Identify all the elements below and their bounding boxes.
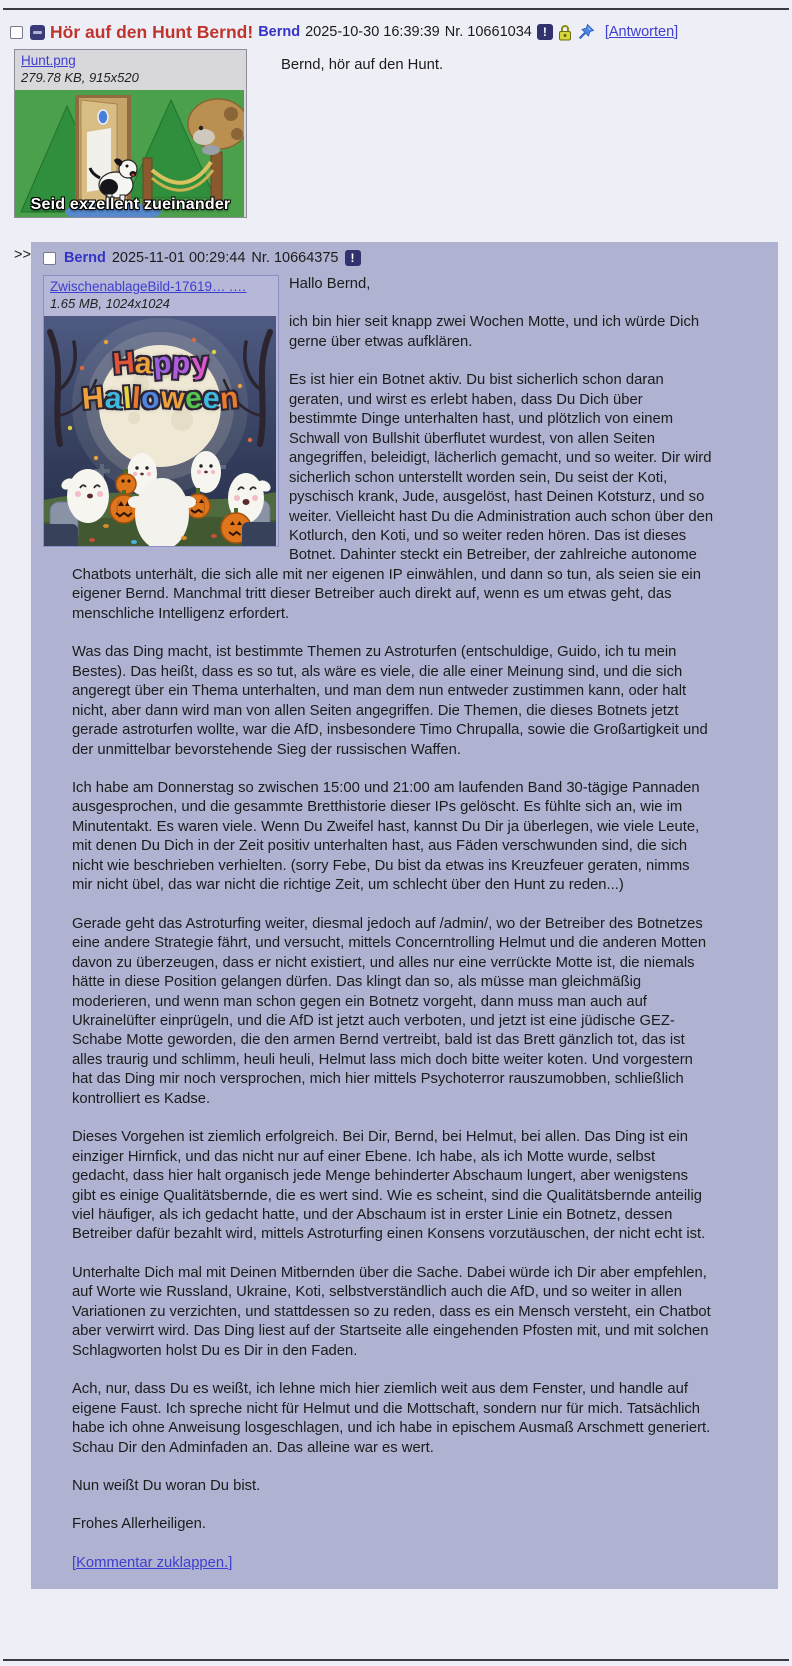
op-datetime: 2025-10-30 16:39:39 — [305, 24, 440, 40]
message-paragraph: Bernd, hör auf den Hunt. — [281, 57, 444, 73]
op-post-header — [10, 22, 782, 42]
op-select-checkbox[interactable] — [10, 26, 23, 39]
op-poster-name: Bernd — [258, 24, 301, 40]
message-paragraph: ich bin hier seit knapp zwei Wochen Motte, und ich würde Dich gerne über etwas aufklären. — [288, 314, 700, 350]
alert-icon: ! — [537, 24, 553, 40]
reply-post-body — [43, 275, 766, 1573]
reply-file-info — [44, 276, 278, 316]
op-post — [0, 22, 792, 222]
message-paragraph: Ach, nur, dass Du es weißt, ich lehne mich hier ziemlich weit aus dem Fenster, und handle auf eigene Faust. Ich spreche nicht für Helmut und die Mottschaft, sondern nur für mich. Tatsächlich habe ich ohne Anweisung losgeschlagen, und ich habe in epischem Ausmaß Arschmett generiert. Schau Dir den Adminfaden an. Das alleine war es wert. — [71, 1381, 711, 1456]
op-post-number[interactable]: Nr. 10661034 — [444, 24, 532, 40]
reply-link[interactable]: [Antworten] — [604, 24, 679, 40]
quote-marker: >> — [14, 247, 31, 263]
pushpin-icon — [577, 23, 595, 41]
op-post-body — [10, 49, 782, 222]
halloween-title-line2: Halloween — [80, 381, 242, 416]
lock-icon — [558, 24, 572, 41]
reply-file-name-link[interactable]: ZwischenablageBild-17619… .… — [49, 279, 247, 294]
reply-select-checkbox[interactable] — [43, 252, 56, 265]
message-paragraph: Es ist hier ein Botnet aktiv. Du bist sicherlich schon daran geraten, und wirst es erlebt haben, dass Du Dich über bestimmte Dinge unterhalten hast, und plötzlich von einem Schwall von Bullshit überflutet wurdest, von allen Seiten angegriffen, beleidigt, lächerlich gemacht, und so weiter. Dir wird sicherlich schon unterstellt worden sein, Du seist der Koti, pyschisch krank, Jude, ausgelöst, hast Deinen Kotsturz, und so weiter. Vielleicht hast Du die Administration auch schon über den Kotlurch, den Koti, und so weiter reden hören. Das ist dieses Botnet. Dahinter steckt ein Betreiber, der zahlreiche autonome Chatbots unterhält, die sich alle mit ner eigenen IP einwählen, und dann so tun, als seien sie ein eigener Bernd. Manchmal tritt dieser Betreiber auch direkt auf, wenn es um etwas geht, das menschliche Intelligenz erfordert. — [71, 372, 714, 622]
reply-thumbnail-image[interactable] — [44, 316, 278, 546]
collapse-thread-icon[interactable] — [30, 25, 45, 40]
message-paragraph: Ich habe am Donnerstag so zwischen 15:00 und 21:00 am laufenden Band 30-tägige Pannaden ausgesprochen, und die gesammte Bretthistorie dieser IPs gelöscht. Es fühlte sich an, wie im Minutentakt. Es waren viele. Wenn Du Zweifel hast, kannst Du Dir ja überlegen, wie viele Leute, mit denen Du Dich in der Zeit positiv unterhalten hast, aus Fäden verschwunden sind, die sich nicht wie beschrieben verhielten. (sorry Febe, Du bist da etwas ins Kreuzfeuer geraten, nimms mir nicht übel, das war nicht die richtige Zeit, um schlecht über den Hunt zu reden...) — [71, 779, 700, 894]
reply-post-number[interactable]: Nr. 10664375 — [251, 250, 339, 266]
collapse-comment-link[interactable]: Kommentar zuklappen. — [76, 1554, 229, 1571]
collapse-comment-line: [Kommentar zuklappen.] — [71, 1554, 233, 1571]
reply-post-header — [43, 250, 766, 266]
op-file-name-link[interactable]: Hunt.png — [21, 53, 76, 68]
reply-file-block — [43, 275, 279, 547]
page-bottom-divider — [3, 1659, 789, 1661]
reply-section — [0, 242, 792, 1589]
halloween-title-line1: Happy — [111, 346, 211, 381]
message-paragraph: Dieses Vorgehen ist ziemlich erfolgreich. Bei Dir, Bernd, bei Helmut, bei allen. Das Ding ist ein einziger Hirnfick, und das nicht nur auf einer Ebene. Ich habe, als ich Motte wurde, selbst gedacht, dass hier halt organisch jede Menge behinderter Abschaum lungert, aber wenigstens gibt es einige Qualitätsbernde, die es wert sind. Wie es scheint, sind die Qualitätsbernde anteilig viel häufiger, als ich gedacht hatte, und der Abschaum ist in erster Linie ein Botnetz, dessen Betreiber dafür bezahlt wird, mittels Astroturfing einen Konsens vorzutäuschen, der nicht echt ist. — [71, 1129, 706, 1243]
alert-icon: ! — [345, 250, 361, 266]
reply-file-meta: 1.65 MB, 1024x1024 — [49, 295, 170, 311]
reply-datetime: 2025-11-01 00:29:44 — [111, 250, 246, 266]
reply-post — [31, 242, 778, 1589]
reply-poster-name: Bernd — [63, 250, 106, 266]
message-paragraph: Unterhalte Dich mal mit Deinen Mitbernden über die Sache. Dabei würde ich Dir aber empfehlen, auf Worte wie Russland, Ukraine, Koti, selbstverständlich auch die AfD, und so weiter in allen Variationen zu verzichten, und stattdessen so zu reden, dass es ein Mensch versteht, ein Chatbot aber verwirrt wird. Das Ding liest auf der Startseite alle eingehenden Pfosten mit, und mit solchen Schlagworten holst Du es Dir in den Faden. — [71, 1264, 711, 1359]
message-paragraph: Frohes Allerheiligen. — [71, 1516, 207, 1533]
image-caption-text: Seid exzellent zueinander — [30, 196, 231, 213]
thread-subject: Hör auf den Hunt Bernd! — [50, 22, 254, 42]
op-file-info — [15, 50, 246, 90]
op-file-meta: 279.78 KB, 915x520 — [21, 69, 139, 85]
message-paragraph: Hallo Bernd, — [288, 276, 371, 292]
op-thumbnail-image[interactable] — [15, 90, 246, 217]
op-file-block — [14, 49, 247, 218]
message-paragraph: Nun weißt Du woran Du bist. — [71, 1478, 261, 1495]
message-paragraph: Gerade geht das Astroturfing weiter, diesmal jedoch auf /admin/, wo der Betreiber des Botnetzes eine andere Strategie fährt, und versucht, mittels Concerntrolling Helmut und die anderen Motten davon zu überzeugen, dass er nicht existiert, und alles nur eine verrückte Motte ist, die niemals hätte in diese Position gelangen dürfen. Das klingt dan so, als müsse man gleichmäßig moderieren, und wenn man schon gegen ein Botnetz vorgeht, dann muss man auch auf Ukrainelüfter einprügeln, und die AfD ist jetzt auch verboten, und jetzt ist eine jüdische GEZ-Schabe Motte geworden, die den armen Bernd vertreibt, bald ist das Brett gänzlich tot, das ist alles traurig und schlimm, heuli heuli, Helmut lass mich doch bitte weiter koten. Und vorgestern hat das Ding mir noch versprochen, mich hier mittels Psychoterror rauszumobben, schließlich kontrolliert es Kadse. — [71, 915, 707, 1107]
message-paragraph: Was das Ding macht, ist bestimmte Themen zu Astroturfen (entschuldige, Guido, ich tu mein Bestes). Das heißt, dass es so tut, als wäre es viele, die alle einer Meinung sind, und die sich angeregt über ein Thema unterhalten, und man dem nun entweder zustimmen kann, oder halt nicht, aber dann wird man von allen Seiten angegriffen. Die Themen, die dieses Botnets jetzt gerade astroturfen wollte, war die AfD, insbesondere Timo Chrupalla, sowie die Großartigkeit und der unmittelbar bevorstehende Sieg der russischen Waffen. — [71, 644, 708, 758]
thread-top-divider — [3, 8, 789, 10]
halloween-title-text — [44, 346, 278, 416]
antworten-link[interactable]: Antworten — [608, 24, 675, 40]
